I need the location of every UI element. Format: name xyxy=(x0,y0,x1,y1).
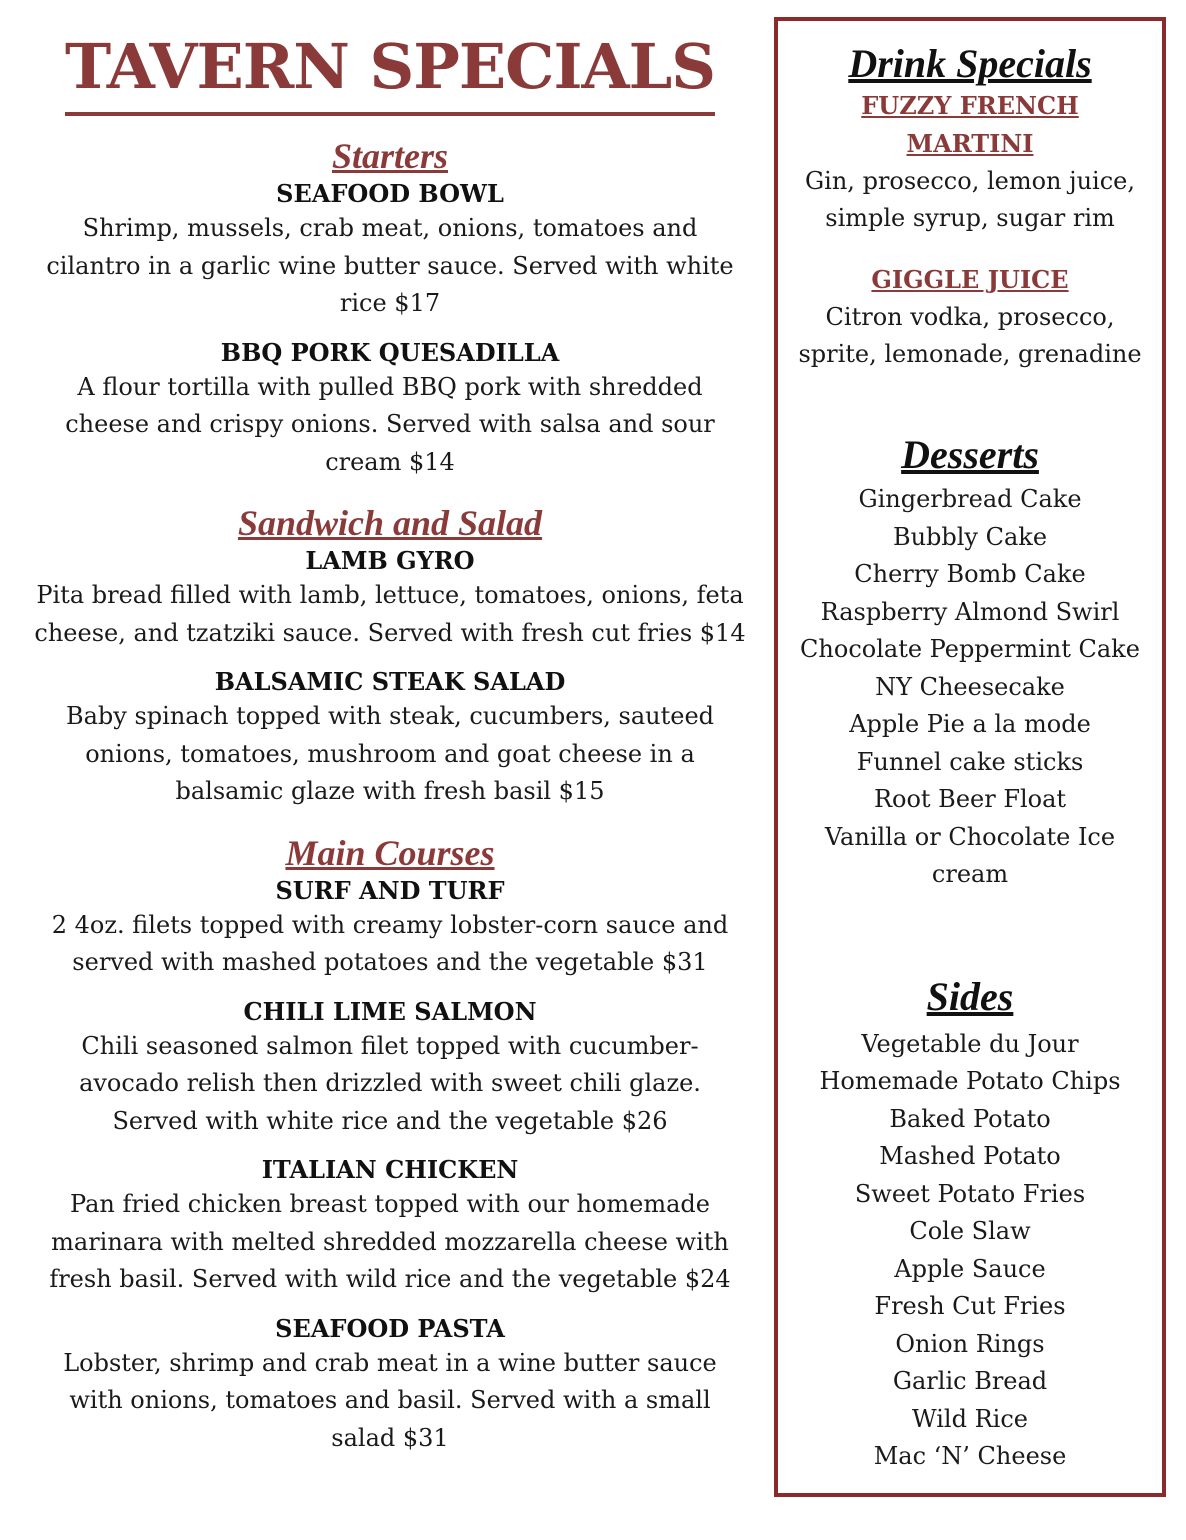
list-item: Baked Potato xyxy=(889,1104,1051,1133)
sides-section xyxy=(778,968,1162,1476)
desserts-section xyxy=(778,429,1162,894)
drink-name: GIGGLE JUICE xyxy=(871,265,1069,294)
list-item: Mac ‘N’ Cheese xyxy=(873,1442,1067,1470)
drink-name-continued: MARTINI xyxy=(906,129,1034,158)
specials-sidebar xyxy=(774,17,1166,1497)
drink-item xyxy=(778,261,1162,373)
list-item: Garlic Bread xyxy=(892,1367,1048,1395)
list-item: Wild Rice xyxy=(912,1404,1028,1433)
menu-item xyxy=(30,178,750,323)
item-name: SEAFOOD PASTA xyxy=(275,1313,505,1343)
list-item: Apple Pie a la mode xyxy=(849,710,1091,738)
list-item: Mashed Potato xyxy=(879,1142,1061,1170)
item-description: Pita bread filled with lamb, lettuce, tomatoes, onions, feta cheese, and tzatziki sauce. Served with fresh cut fries $14 xyxy=(34,581,746,647)
list-item: Vegetable du Jour xyxy=(861,1029,1079,1058)
menu-item xyxy=(30,337,750,482)
main-courses-heading: Main Courses xyxy=(285,832,495,873)
list-item: Onion Rings xyxy=(895,1329,1045,1358)
drink-description: sprite, lemonade, grenadine xyxy=(798,340,1142,368)
list-item: Sweet Potato Fries xyxy=(854,1179,1086,1208)
sides-heading: Sides xyxy=(926,973,1014,1019)
drink-description: Citron vodka, prosecco, xyxy=(825,303,1115,331)
list-item: Apple Sauce xyxy=(894,1254,1046,1283)
item-description: Shrimp, mussels, crab meat, onions, tomatoes and cilantro in a garlic wine butter sauce. Served with white rice $17 xyxy=(46,214,734,317)
list-item: cream xyxy=(931,860,1009,888)
main-courses-section xyxy=(30,831,750,1458)
list-item: Cole Slaw xyxy=(909,1217,1031,1245)
desserts-list xyxy=(778,481,1162,894)
drink-specials-heading: Drink Specials xyxy=(848,41,1092,86)
item-description: Baby spinach topped with steak, cucumbers, sauteed onions, tomatoes, mushroom and goat cheese in a balsamic glaze with fresh basil $15 xyxy=(65,702,715,805)
sandwich-salad-heading: Sandwich and Salad xyxy=(237,503,543,543)
item-description: Pan fried chicken breast topped with our homemade marinara with melted shredded mozzarella cheese with fresh basil. Served with wild rice and the vegetable $24 xyxy=(49,1190,731,1293)
page-title: TAVERN SPECIALS xyxy=(65,22,715,116)
drink-name: FUZZY FRENCH xyxy=(861,91,1079,120)
drink-description: simple syrup, sugar rim xyxy=(825,204,1115,232)
list-item: Fresh Cut Fries xyxy=(874,1292,1066,1320)
menu-item xyxy=(30,666,750,811)
drink-item xyxy=(778,87,1162,237)
drink-description: Gin, prosecco, lemon juice, xyxy=(805,167,1135,195)
item-name: BALSAMIC STEAK SALAD xyxy=(214,667,566,696)
starters-heading: Starters xyxy=(331,136,449,176)
list-item: Homemade Potato Chips xyxy=(819,1067,1121,1095)
list-item: Bubbly Cake xyxy=(892,522,1048,551)
menu-item xyxy=(30,1313,750,1458)
item-description: 2 4oz. filets topped with creamy lobster-corn sauce and served with mashed potatoes and the vegetable $31 xyxy=(51,910,729,976)
menu-item xyxy=(30,1154,750,1299)
starters-section xyxy=(30,134,750,481)
item-name: CHILI LIME SALMON xyxy=(243,996,537,1026)
item-name: SEAFOOD BOWL xyxy=(276,179,504,208)
item-description: A flour tortilla with pulled BBQ pork with shredded cheese and crispy onions. Served with salsa and sour cream $14 xyxy=(65,372,715,476)
item-name: LAMB GYRO xyxy=(305,546,475,575)
menu-item xyxy=(30,545,750,652)
item-name: SURF AND TURF xyxy=(275,875,505,905)
sides-list xyxy=(778,1026,1162,1476)
menu-left-column xyxy=(30,22,750,1471)
list-item: Vanilla or Chocolate Ice xyxy=(824,822,1116,851)
list-item: Raspberry Almond Swirl xyxy=(820,597,1120,626)
list-item: Gingerbread Cake xyxy=(858,485,1082,513)
item-description: Lobster, shrimp and crab meat in a wine butter sauce with onions, tomatoes and basil. Served with a small salad $31 xyxy=(63,1348,717,1452)
item-description: Chili seasoned salmon filet topped with cucumber-avocado relish then drizzled with sweet chili glaze. Served with white rice and the vegetable $26 xyxy=(79,1031,701,1135)
list-item: Root Beer Float xyxy=(873,785,1067,813)
item-name: ITALIAN CHICKEN xyxy=(261,1155,519,1184)
menu-item xyxy=(30,875,750,982)
menu-item xyxy=(30,996,750,1141)
item-name: BBQ PORK QUESADILLA xyxy=(220,337,560,367)
list-item: Funnel cake sticks xyxy=(856,747,1084,776)
desserts-heading: Desserts xyxy=(901,432,1039,477)
sandwich-salad-section xyxy=(30,501,750,811)
list-item: Chocolate Peppermint Cake xyxy=(800,635,1140,663)
list-item: NY Cheesecake xyxy=(875,672,1065,701)
drink-specials-section xyxy=(778,41,1162,373)
list-item: Cherry Bomb Cake xyxy=(854,560,1086,588)
